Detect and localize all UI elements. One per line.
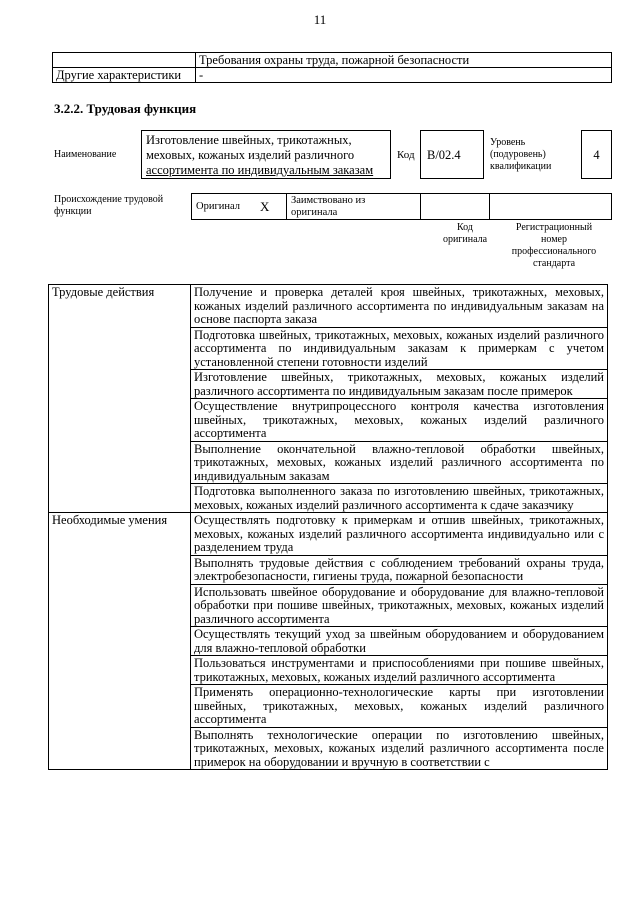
origin-label-line: Происхождение трудовой — [54, 194, 164, 205]
row-value: - — [196, 68, 612, 83]
section-label: Необходимые умения — [49, 513, 191, 770]
characteristics-table — [52, 52, 612, 83]
table-row — [192, 194, 612, 220]
table-row — [53, 53, 612, 68]
table-row — [49, 513, 608, 556]
reg-number-cell — [490, 194, 612, 220]
function-name-line — [146, 163, 386, 178]
labor-action: Получение и проверка деталей кроя швейных, трикотажных, меховых, кожаных изделий различного ассортимента по индивидуальным заказам на основе паспорта заказа — [191, 285, 608, 328]
caption-line: оригинала — [442, 234, 488, 245]
level-value: 4 — [581, 130, 612, 179]
function-name-box — [141, 130, 391, 179]
labor-function-table — [48, 284, 608, 770]
code-original-cell — [421, 194, 490, 220]
labor-action: Выполнение окончательной влажно-тепловой обработки швейных, трикотажных, меховых, кожаных изделий различного ассортимента по индивидуальным заказам — [191, 441, 608, 484]
table-row — [53, 68, 612, 83]
level-label-line: (подуровень) — [490, 149, 546, 160]
level-label-line: квалификации — [490, 161, 552, 172]
required-skill: Осуществлять текущий уход за швейным оборудованием и оборудованием для влажно-тепловой обработки — [191, 627, 608, 656]
labor-action: Осуществление внутрипроцессного контроля качества изготовления швейных, трикотажных, меховых, кожаных изделий различного ассортимента — [191, 399, 608, 442]
row-value: Требования охраны труда, пожарной безопасности — [196, 53, 612, 68]
caption-line: номер — [541, 234, 567, 245]
caption-line: Код — [457, 222, 473, 233]
origin-table — [191, 193, 612, 220]
required-skill: Выполнять технологические операции по изготовлению швейных, трикотажных, меховых, кожаных изделий различного ассортимента после примерок на оборудовании и вручную в соответствии с — [191, 727, 608, 770]
required-skill: Осуществлять подготовку к примеркам и отшив швейных, трикотажных, меховых, кожаных изделий различного ассортимента индивидуально или с разделением труда — [191, 513, 608, 556]
row-label: Другие характеристики — [53, 68, 196, 83]
required-skill: Применять операционно-технологические карты при изготовлении швейных, трикотажных, меховых, кожаных изделий различного ассортимента — [191, 685, 608, 728]
code-original-caption — [432, 222, 498, 246]
original-label: Оригинал — [192, 194, 257, 220]
code-value: B/02.4 — [420, 130, 484, 179]
reg-number-caption — [504, 222, 604, 270]
origin-label-line: функции — [54, 206, 92, 217]
row-label — [53, 53, 196, 68]
function-name-line: Изготовление швейных, трикотажных, — [146, 133, 352, 147]
section-label: Трудовые действия — [49, 285, 191, 513]
caption-line: профессионального — [511, 246, 597, 257]
borrowed-label — [287, 194, 421, 220]
page-number: 11 — [313, 12, 327, 27]
original-mark: X — [256, 194, 287, 220]
labor-action: Подготовка выполненного заказа по изготовлению швейных, трикотажных, меховых, кожаных изделий различного ассортимента к сдаче заказчику — [191, 484, 608, 513]
caption-line: Регистрационный — [515, 222, 593, 233]
origin-label — [54, 194, 163, 218]
function-name-line-underlined: ассортимента по индивидуальным заказам — [146, 163, 374, 177]
function-name-line: меховых, кожаных изделий различного — [146, 148, 355, 162]
borrowed-label-line: Заимствовано из — [291, 194, 366, 206]
required-skill: Использовать швейное оборудование и оборудование для влажно-тепловой обработки при пошиве швейных, трикотажных, меховых, кожаных изделий различного ассортимента — [191, 584, 608, 627]
required-skill: Пользоваться инструментами и приспособлениями при пошиве швейных, трикотажных, меховых, кожаных изделий различного ассортимента — [191, 656, 608, 685]
name-label: Наименование — [54, 149, 117, 160]
level-label-line: Уровень — [490, 137, 526, 148]
caption-line: стандарта — [532, 258, 576, 269]
code-label: Код — [397, 149, 415, 161]
level-label — [490, 137, 551, 173]
table-row — [49, 285, 608, 328]
required-skill: Выполнять трудовые действия с соблюдением требований охраны труда, электробезопасности, гигиены труда, пожарной безопасности — [191, 555, 608, 584]
section-title: 3.2.2. Трудовая функция — [54, 101, 197, 116]
labor-action: Подготовка швейных, трикотажных, меховых, кожаных изделий различного ассортимента по индивидуальным заказам к примеркам с учетом установленной степени готовности изделий — [191, 327, 608, 370]
borrowed-label-line: оригинала — [291, 206, 338, 218]
labor-action: Изготовление швейных, трикотажных, меховых, кожаных изделий различного ассортимента по индивидуальным заказам после примерок — [191, 370, 608, 399]
